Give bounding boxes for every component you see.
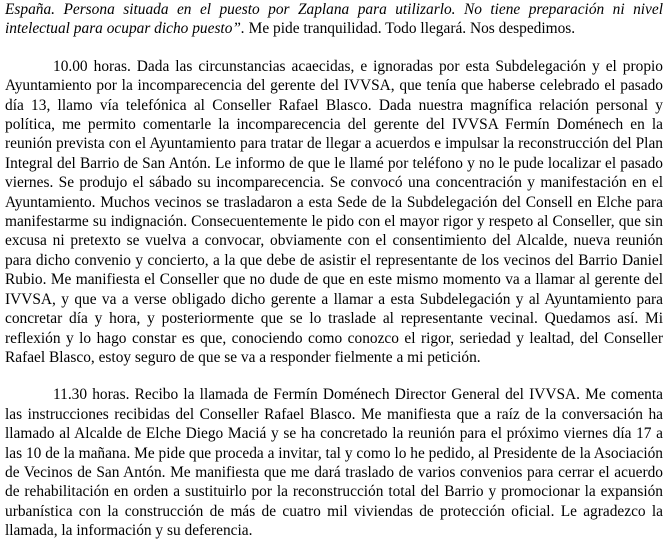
- paragraph-11-30: 11.30 horas. Recibo la llamada de Fermín Doménech Director General del IVVSA. Me comenta las instrucciones recibidas del Conseller Rafael Blasco. Me manifiesta que a raíz de la conversación ha llamado al Alcalde de Elche Diego Maciá y se ha concretado la reunión para el próximo viernes día 17 a las 10 de la mañana. Me pide que proceda a invitar, tal y como lo he pedido, al Presidente de la Asociación de Vecinos de San Antón. Me manifiesta que me dará traslado de varios convenios para cerrar el acuerdo de rehabilitación en orden a sustituirlo por la reconstrucción total del Barrio y promocionar la expansión urbanística con la construcción de más de cuatro mil viviendas de protección oficial. Le agradezco la llamada, la información y su deferencia.: [5, 386, 663, 540]
- intro-paragraph: [5, 0, 663, 39]
- intro-quote: España. Persona situada en el puesto por Zaplana para utilizarlo. No tiene preparación ni nivel intelectual para ocupar dicho puesto”.: [5, 1, 663, 38]
- intro-text: Me pide tranquilidad. Todo llegará. Nos despedimos.: [244, 20, 576, 38]
- document-page: [5, 0, 663, 541]
- paragraph-10-00: 10.00 horas. Dada las circunstancias acaecidas, e ignoradas por esta Subdelegación y el propio Ayuntamiento por la incomparecencia del gerente del IVVSA, que tenía que haberse celebrado el pasado día 13, llamo vía telefónica al Conseller Rafael Blasco. Dada nuestra magnífica relación personal y política, me permito comentarle la incomparecencia del gerente del IVVSA Fermín Doménech en la reunión prevista con el Ayuntamiento para tratar de llegar a acuerdos e impulsar la reconstrucción del Plan Integral del Barrio de San Antón. Le informo de que le llamé por teléfono y no le pude localizar el pasado viernes. Se produjo el sábado su incomparecencia. Se convocó una concentración y manifestación en el Ayuntamiento. Muchos vecinos se trasladaron a esta Sede de la Subdelegación del Consell en Elche para manifestarme su indignación. Consecuentemente le pido con el mayor rigor y respeto al Conseller, que sin excusa ni pretexto se vuelva a convocar, obviamente con el consentimiento del Alcalde, nueva reunión para dicho convenio y concierto, a la que debe de asistir el representante de los vecinos del Barrio Daniel Rubio. Me manifiesta el Conseller que no dude de que en este mismo momento va a llamar al gerente del IVVSA, y que va a verse obligado dicho gerente a llamar a esta Subdelegación y al Ayuntamiento para concretar día y hora, y posteriormente que se lo traslade al representante vecinal. Quedamos así. Mi reflexión y lo hago constar es que, conociendo como conozco el rigor, seriedad y lealtad, del Conseller Rafael Blasco, estoy seguro de que se va a responder fielmente a mi petición.: [5, 57, 663, 366]
